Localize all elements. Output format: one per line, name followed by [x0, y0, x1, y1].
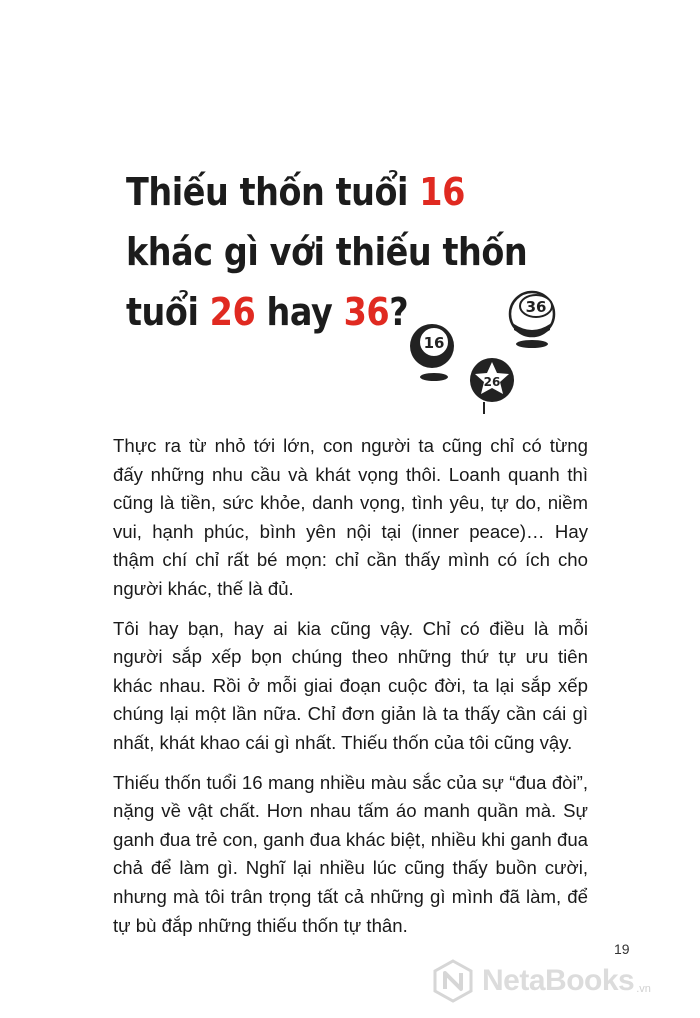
page-number: 19: [614, 941, 630, 957]
paragraph-1: Thực ra từ nhỏ tới lớn, con người ta cũng chỉ có từng đấy những nhu cầu và khát vọng thôi. Loanh quanh thì cũng là tiền, sức khỏe, danh vọng, tình yêu, tự do, niềm vui, hạnh phúc, bình yên nội tại (inner peace)… Hay thậm chí chỉ rất bé mọn: chỉ cần thấy mình có ích cho người khác, thế là đủ.: [113, 435, 588, 599]
title-text: tuổi: [126, 290, 210, 334]
watermark-suffix: .vn: [636, 983, 651, 995]
paragraph-3: Thiếu thốn tuổi 16 mang nhiều màu sắc của sự “đua đòi”, nặng về vật chất. Hơn nhau tấm áo manh quần mà. Sự ganh đua trẻ con, ganh đua khác biệt, nhiều khi ganh đua chả để làm gì. Nghĩ lại nhiều lúc cũng thấy buồn cười, nhưng mà tôi trân trọng tất cả những gì mình đã làm, để tự bù đắp những thiếu thốn tự thân.: [113, 771, 588, 936]
netabooks-watermark: [430, 955, 692, 1007]
title-number-26: 26: [209, 290, 256, 334]
body-text: [113, 432, 588, 951]
title-line-2: khác gì với thiếu thốn: [126, 230, 528, 274]
ball-26-label: 26: [483, 375, 501, 389]
ball-16-icon: [410, 324, 454, 381]
ball-26-icon: [470, 358, 514, 414]
watermark-brand: NetaBooks: [482, 964, 635, 997]
netabooks-logo-icon: [430, 958, 476, 1004]
paragraph-2: Tôi hay bạn, hay ai kia cũng vậy. Chỉ có điều là mỗi người sắp xếp bọn chúng theo những thứ tự ưu tiên khác nhau. Rồi ở mỗi giai đoạn cuộc đời, ta lại sắp xếp chúng lại một lần nữa. Chỉ đơn giản là ta thấy cần cái gì nhất, khát khao cái gì nhất. Thiếu thốn của tôi cũng vậy.: [113, 617, 588, 753]
title-text: hay: [255, 290, 344, 334]
ball-36-label: 36: [525, 298, 547, 316]
billiard-balls-illustration: [400, 280, 570, 420]
title-line-1: [126, 162, 504, 222]
title-number-36: 36: [343, 290, 390, 334]
title-text: Thiếu thốn tuổi: [126, 170, 420, 214]
ball-16-label: 16: [423, 334, 445, 352]
ball-36-icon: [510, 292, 554, 348]
title-text: ?: [389, 290, 409, 334]
title-number-16: 16: [419, 170, 465, 214]
